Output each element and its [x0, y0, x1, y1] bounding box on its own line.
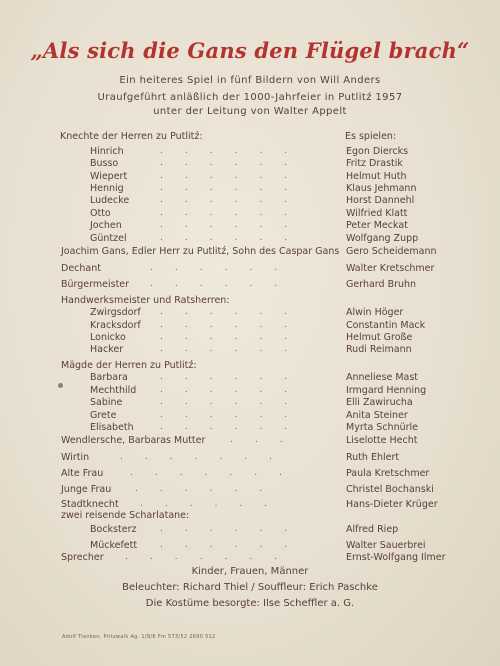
footer-extras: Kinder, Frauen, Männer — [191, 566, 309, 577]
actor-name: Klaus Jehmann — [346, 183, 417, 194]
role-name: Stadtknecht — [61, 499, 119, 510]
cast-row — [0, 195, 500, 208]
leader-dots: ...... — [160, 372, 310, 382]
actor-name: Myrta Schnürle — [346, 422, 418, 433]
role-name: Kracksdorf — [90, 320, 141, 331]
footer-costumes: Die Kostüme besorgte: Ilse Scheffler a. G. — [145, 598, 355, 609]
role-name: Alte Frau — [61, 468, 104, 479]
leader-dots: ....... — [130, 468, 305, 478]
cast-row — [0, 524, 500, 537]
leader-dots: ....... — [120, 452, 295, 462]
actor-name: Alwin Höger — [346, 307, 404, 318]
leader-dots: ...... — [160, 158, 310, 168]
role-name: Bocksterz — [90, 524, 137, 535]
leader-dots: ...... — [160, 208, 310, 218]
cast-row — [0, 397, 500, 410]
role-name: Güntzel — [90, 233, 127, 244]
role-name: Zwirgsdorf — [90, 307, 141, 318]
role-name: Mückefett — [90, 540, 138, 551]
actor-name: Peter Meckat — [346, 220, 408, 231]
leader-dots: ...... — [160, 171, 310, 181]
actor-name: Alfred Riep — [346, 524, 399, 535]
footer-crew: Beleuchter: Richard Thiel / Souffleur: Erich Paschke — [122, 582, 378, 593]
cast-row — [0, 263, 500, 276]
leader-dots: ...... — [160, 220, 310, 230]
leader-dots: ...... — [160, 540, 310, 550]
actor-name: Helmut Große — [346, 332, 413, 343]
leader-dots: ...... — [160, 422, 310, 432]
cast-row — [0, 372, 500, 385]
actor-name: Irmgard Henning — [346, 385, 427, 396]
actor-name: Hans-Dieter Krüger — [346, 499, 438, 510]
leader-dots: ...... — [160, 183, 310, 193]
leader-dots: ...... — [160, 195, 310, 205]
actor-name: Wilfried Klatt — [346, 208, 408, 219]
actor-name: Fritz Drastik — [346, 158, 403, 169]
leader-dots: ...... — [160, 233, 310, 243]
subtitle-author: Ein heiteres Spiel in fünf Bildern von Will Anders — [119, 75, 381, 86]
leader-dots: ...... — [160, 344, 310, 354]
role-name: Ludecke — [90, 195, 130, 206]
section-header-servants: Knechte der Herren zu Putlitź: — [60, 131, 203, 142]
role-name: Hacker — [90, 344, 124, 355]
role-name: Sabine — [90, 397, 123, 408]
cast-row — [0, 422, 500, 435]
role-name: Busso — [90, 158, 119, 169]
actor-name: Gero Scheidemann — [346, 246, 437, 257]
role-name: Elisabeth — [90, 422, 134, 433]
cast-row — [0, 220, 500, 233]
role-name: Lonicko — [90, 332, 126, 343]
leader-dots: ...... — [140, 499, 290, 509]
punch-hole-mark — [58, 383, 63, 388]
role-name: Hennig — [90, 183, 124, 194]
section-header-charlatans: zwei reisende Scharlatane: — [61, 510, 190, 521]
cast-row — [0, 435, 500, 448]
actor-name: Helmut Huth — [346, 171, 407, 182]
role-name: Hinrich — [90, 146, 124, 157]
cast-row — [0, 246, 500, 259]
role-name: Mechthild — [90, 385, 137, 396]
actor-name: Walter Sauerbrei — [346, 540, 426, 551]
cast-row — [0, 552, 500, 565]
actor-name: Ernst-Wolfgang Ilmer — [346, 552, 446, 563]
leader-dots: ...... — [160, 385, 310, 395]
section-header-craftsmen: Handwerksmeister und Ratsherren: — [61, 295, 230, 306]
subtitle-premiere: Uraufgeführt anläßlich der 1000-Jahrfeier in Putlitź 1957 — [97, 92, 403, 103]
actor-name: Anneliese Mast — [346, 372, 419, 383]
role-name: Barbara — [90, 372, 128, 383]
role-name: Sprecher — [61, 552, 104, 563]
role-name: Junge Frau — [61, 484, 112, 495]
leader-dots: ... — [230, 435, 305, 445]
leader-dots: ...... — [135, 484, 285, 494]
cast-row — [0, 468, 500, 481]
actor-name: Paula Kretschmer — [346, 468, 430, 479]
actor-name: Horst Dannehl — [346, 195, 415, 206]
role-name: Wirtin — [61, 452, 90, 463]
actor-name: Walter Kretschmer — [346, 263, 435, 274]
actor-name: Constantin Mack — [346, 320, 426, 331]
cast-row — [0, 344, 500, 357]
section-header-maids: Mägde der Herren zu Putlitź: — [61, 360, 197, 371]
actor-name: Christel Bochanski — [346, 484, 434, 495]
actor-name: Egon Diercks — [346, 146, 409, 157]
leader-dots: ...... — [160, 524, 310, 534]
actor-name: Rudi Reimann — [346, 344, 412, 355]
actor-name: Gerhard Bruhn — [346, 279, 417, 290]
printer-imprint: Adolf Tienken, Pritzwalk Ag. 1/8/6 Fm 573/52 2690 512 — [62, 634, 216, 640]
leader-dots: ...... — [160, 332, 310, 342]
leader-dots: ....... — [125, 552, 300, 562]
cast-row — [0, 233, 500, 246]
role-name: Wendlersche, Barbaras Mutter — [61, 435, 206, 446]
leader-dots: ...... — [150, 279, 300, 289]
cast-row — [0, 484, 500, 497]
actor-name: Wolfgang Zupp — [346, 233, 419, 244]
cast-row — [0, 452, 500, 465]
cast-column-header: Es spielen: — [345, 131, 397, 142]
playbill-title: „Als sich die Gans den Flügel brach“ — [30, 38, 470, 63]
role-name: Grete — [90, 410, 117, 421]
role-name: Jochen — [90, 220, 122, 231]
role-name: Dechant — [61, 263, 101, 274]
role-name: Joachim Gans, Edler Herr zu Putlitź, Sohn des Caspar Gans — [61, 246, 340, 257]
leader-dots: ...... — [160, 397, 310, 407]
leader-dots: ...... — [160, 410, 310, 420]
role-name: Wiepert — [90, 171, 128, 182]
cast-row — [0, 307, 500, 320]
cast-row — [0, 158, 500, 171]
role-name: Otto — [90, 208, 111, 219]
leader-dots: ...... — [160, 146, 310, 156]
actor-name: Elli Zawirucha — [346, 397, 413, 408]
leader-dots: ...... — [160, 307, 310, 317]
subtitle-direction: unter der Leitung von Walter Appelt — [153, 106, 347, 117]
actor-name: Liselotte Hecht — [346, 435, 418, 446]
actor-name: Ruth Ehlert — [346, 452, 400, 463]
leader-dots: ...... — [160, 320, 310, 330]
cast-row — [0, 279, 500, 292]
actor-name: Anita Steiner — [346, 410, 408, 421]
role-name: Bürgermeister — [61, 279, 130, 290]
leader-dots: ...... — [150, 263, 300, 273]
